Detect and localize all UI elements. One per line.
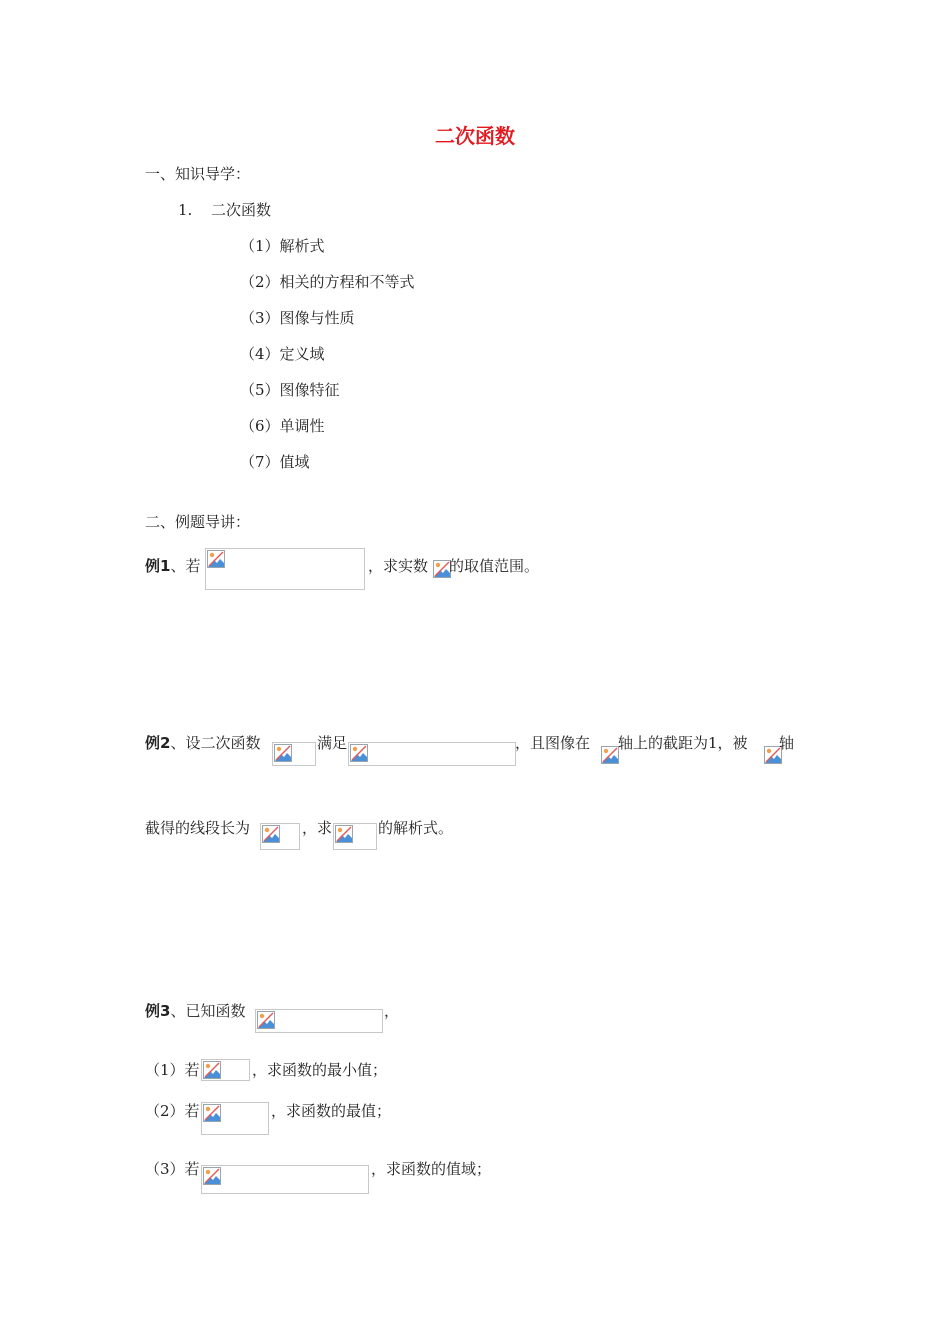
broken-image-icon (335, 825, 353, 843)
example-2-text: ，且图像在 (515, 734, 591, 752)
broken-image-icon (207, 550, 225, 568)
example-1-label: 例1 (145, 557, 171, 575)
formula-image (260, 823, 300, 850)
example-3-part-1-text: ，求函数的最小值； (252, 1061, 388, 1079)
example-3-part-2-text: ，求函数的最值； (271, 1102, 392, 1120)
broken-image-icon (274, 744, 292, 762)
subitem-5: （5）图像特征 (240, 381, 340, 399)
broken-image-icon (203, 1061, 221, 1079)
example-2-text: 截得的线段长为 (145, 819, 251, 837)
broken-image-icon (350, 744, 368, 762)
example-3-text: ， (384, 1002, 400, 1020)
example-2-label: 例2 (145, 734, 171, 752)
subitem-4: （4）定义域 (240, 345, 325, 363)
subitem-6: （6）单调性 (240, 417, 325, 435)
broken-image-icon (601, 746, 619, 764)
subitem-1: （1）解析式 (240, 237, 325, 255)
example-3-part-3: （3）若 (145, 1160, 200, 1178)
example-3-part-2: （2）若 (145, 1102, 200, 1120)
formula-image (201, 1059, 250, 1081)
formula-image (333, 823, 377, 850)
formula-image (348, 742, 516, 766)
formula-image (205, 548, 365, 590)
section-heading-knowledge: 一、知识导学： (145, 165, 251, 183)
item-title: 二次函数 (211, 201, 272, 219)
broken-image-icon (203, 1167, 221, 1185)
example-1-line: 例1、若 (145, 557, 201, 575)
formula-image (255, 1009, 383, 1033)
formula-image (201, 1165, 369, 1194)
example-3-line: 例3、已知函数 (145, 1002, 246, 1020)
example-2-text: 轴 (779, 734, 795, 752)
formula-image (272, 742, 316, 766)
example-3-part-3-text: ，求函数的值域； (371, 1160, 492, 1178)
subitem-2: （2）相关的方程和不等式 (240, 273, 415, 291)
example-2-text: ，求 (302, 819, 333, 837)
example-1-text: 的取值范围。 (449, 557, 540, 575)
formula-image (201, 1102, 269, 1135)
broken-image-icon (262, 825, 280, 843)
formula-image (600, 745, 620, 765)
subitem-3: （3）图像与性质 (240, 309, 355, 327)
example-2-text: 的解析式。 (378, 819, 454, 837)
example-1-text: ，求实数 (368, 557, 429, 575)
example-3-part-1: （1）若 (145, 1061, 200, 1079)
page-title: 二次函数 (435, 124, 515, 148)
item-number: 1. (178, 201, 193, 219)
example-3-label: 例3 (145, 1002, 171, 1020)
subitem-7: （7）值域 (240, 453, 310, 471)
example-2-text: 轴上的截距为1，被 (618, 734, 748, 752)
broken-image-icon (203, 1104, 221, 1122)
example-2-text: 满足 (317, 734, 348, 752)
section-heading-examples: 二、例题导讲： (145, 513, 251, 531)
broken-image-icon (257, 1011, 275, 1029)
example-2-line: 例2、设二次函数 (145, 734, 261, 752)
